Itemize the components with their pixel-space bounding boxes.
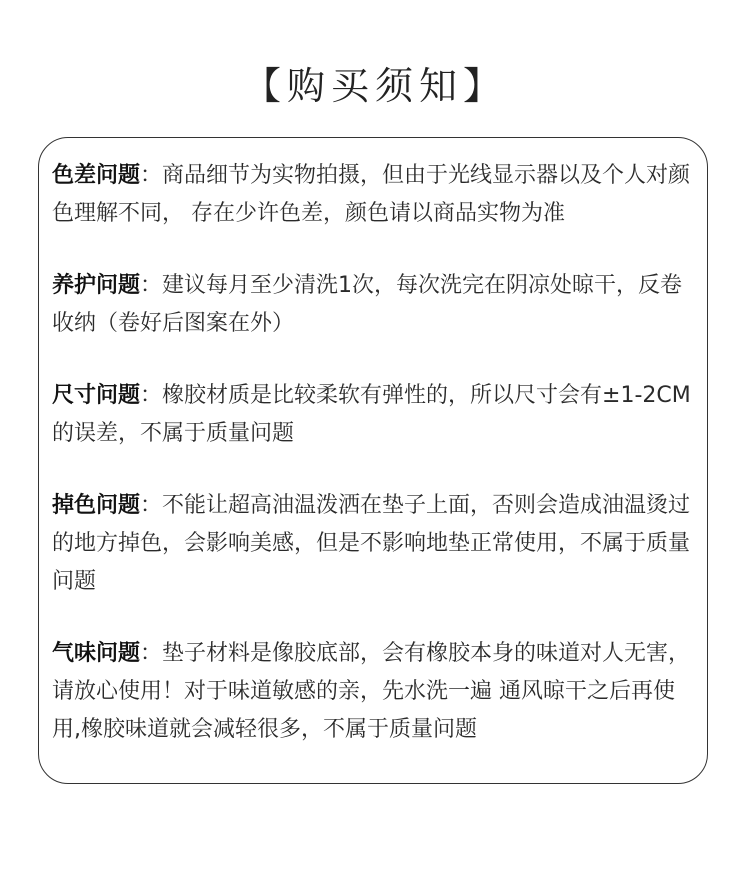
notice-text: 商品细节为实物拍摄，但由于光线显示器以及个人对颜色理解不同， 存在少许色差，颜色请以商品实物为准 [52,163,691,226]
notice-colon: ： [140,163,163,188]
notice-label: 气味问题 [52,641,141,666]
notice-color-difference [52,157,702,233]
notice-colon: ： [140,641,163,666]
notice-text: 建议每月至少清洗1次，每次洗完在阴凉处晾干，反卷收纳（卷好后图案在外） [52,273,683,336]
notice-colon: ： [140,383,163,408]
notice-text: 垫子材料是像胶底部，会有橡胶本身的味道对人无害，请放心使用！对于味道敏感的亲，先水洗一遍 通风晾干之后再使用,橡胶味道就会减轻很多，不属于质量问题 [52,641,691,742]
notice-list [52,157,702,783]
notice-label: 掉色问题 [52,493,141,518]
notice-size [52,377,702,453]
notice-fading [52,487,702,601]
notice-label: 色差问题 [52,163,141,188]
notice-colon: ： [140,493,163,518]
notice-label: 养护问题 [52,273,141,298]
notice-odor [52,635,702,749]
page-title: 【购买须知】 [242,64,507,108]
notice-text: 橡胶材质是比较柔软有弹性的，所以尺寸会有±1-2CM的误差，不属于质量问题 [52,383,691,446]
notice-colon: ： [140,273,163,298]
notice-text: 不能让超高油温泼洒在垫子上面，否则会造成油温烫过的地方掉色，会影响美感，但是不影响地垫正常使用，不属于质量问题 [52,493,691,594]
notice-label: 尺寸问题 [52,383,141,408]
notice-care [52,267,702,343]
